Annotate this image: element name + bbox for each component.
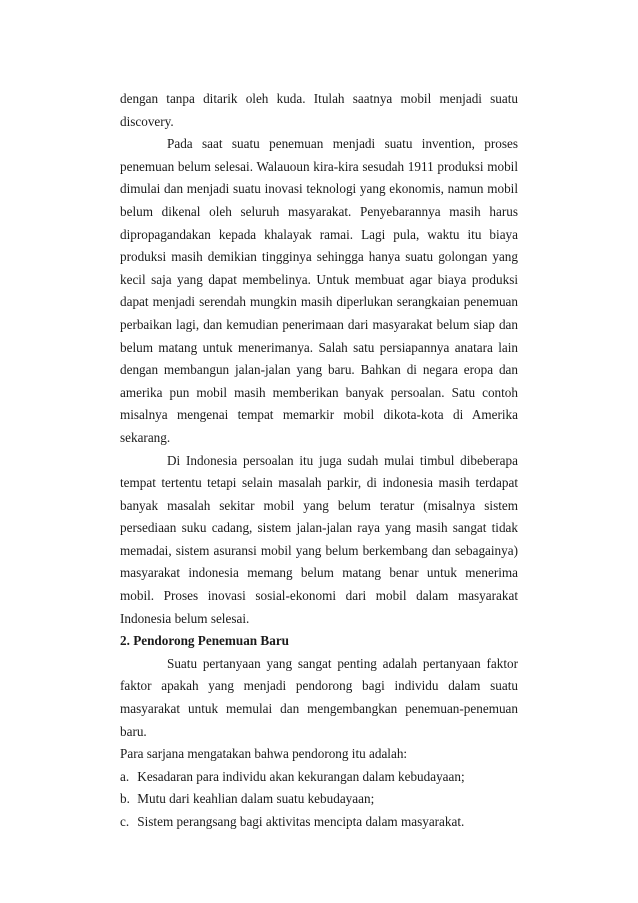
list-item [120, 811, 518, 834]
document-page [120, 88, 518, 834]
list-item [120, 788, 518, 811]
list-marker: c. [120, 814, 130, 829]
section-heading: 2. Pendorong Penemuan Baru [120, 633, 290, 649]
list-marker: b. [120, 791, 130, 807]
paragraph-invention: Pada saat suatu penemuan menjadi suatu invention, proses penemuan belum selesai. Walauoun kira-kira sesudah 1911 produksi mobil dimulai dan menjadi suatu inovasi teknologi yang ekonomis, namun mobil belum dikenal oleh seluruh masyarakat. Penyebarannya masih harus dipropagandakan kepada khalayak ramai. Lagi pula, waktu itu biaya produksi masih demikian tingginya sehingga hanya suatu golongan yang kecil saja yang dapat membelinya. Untuk membuat agar biaya produksi dapat menjadi serendah mungkin masih diperlukan serangkaian penemuan perbaikan lagi, dan kemudian penerimaan dari masyarakat belum siap dan belum matang untuk menerimanya. Salah satu persiapannya anatara lain dengan membangun jalan-jalan yang baru. Bahkan di negara eropa dan amerika pun mobil masih memberikan banyak persoalan. Satu contoh misalnya mengenai tempat memarkir mobil dikota-kota di Amerika sekarang. [120, 136, 518, 445]
list-item-text: Kesadaran para individu akan kekurangan dalam kebudayaan; [137, 768, 465, 784]
list-item-text: Mutu dari keahlian dalam suatu kebudayaan; [137, 791, 375, 807]
list-item-text: Sistem perangsang bagi aktivitas mencipta dalam masyarakat. [137, 814, 465, 829]
paragraph-intro-line: Para sarjana mengatakan bahwa pendorong itu adalah: [120, 746, 408, 762]
paragraph-question: Suatu pertanyaan yang sangat penting adalah pertanyaan faktor faktor apakah yang menjadi pendorong bagi individu dalam suatu masyarakat untuk memulai dan mengembangkan penemuan-penemuan baru. [120, 655, 518, 739]
paragraph-continuation: dengan tanpa ditarik oleh kuda. Itulah saatnya mobil menjadi suatu discovery. [120, 91, 518, 129]
list-marker: a. [120, 768, 130, 784]
list-item [120, 766, 518, 789]
paragraph-indonesia: Di Indonesia persoalan itu juga sudah mulai timbul dibeberapa tempat tertentu tetapi selain masalah parkir, di indonesia masih terdapat banyak masalah sekitar mobil yang belum teratur (misalnya sistem persediaan suku cadang, sistem jalan-jalan raya yang masih sangat tidak memadai, sistem asuransi mobil yang belum berkembang dan sebagainya) masyarakat indonesia memang belum matang benar untuk menerima mobil. Proses inovasi sosial-ekonomi dari mobil dalam masyarakat Indonesia belum selesai. [120, 452, 518, 626]
